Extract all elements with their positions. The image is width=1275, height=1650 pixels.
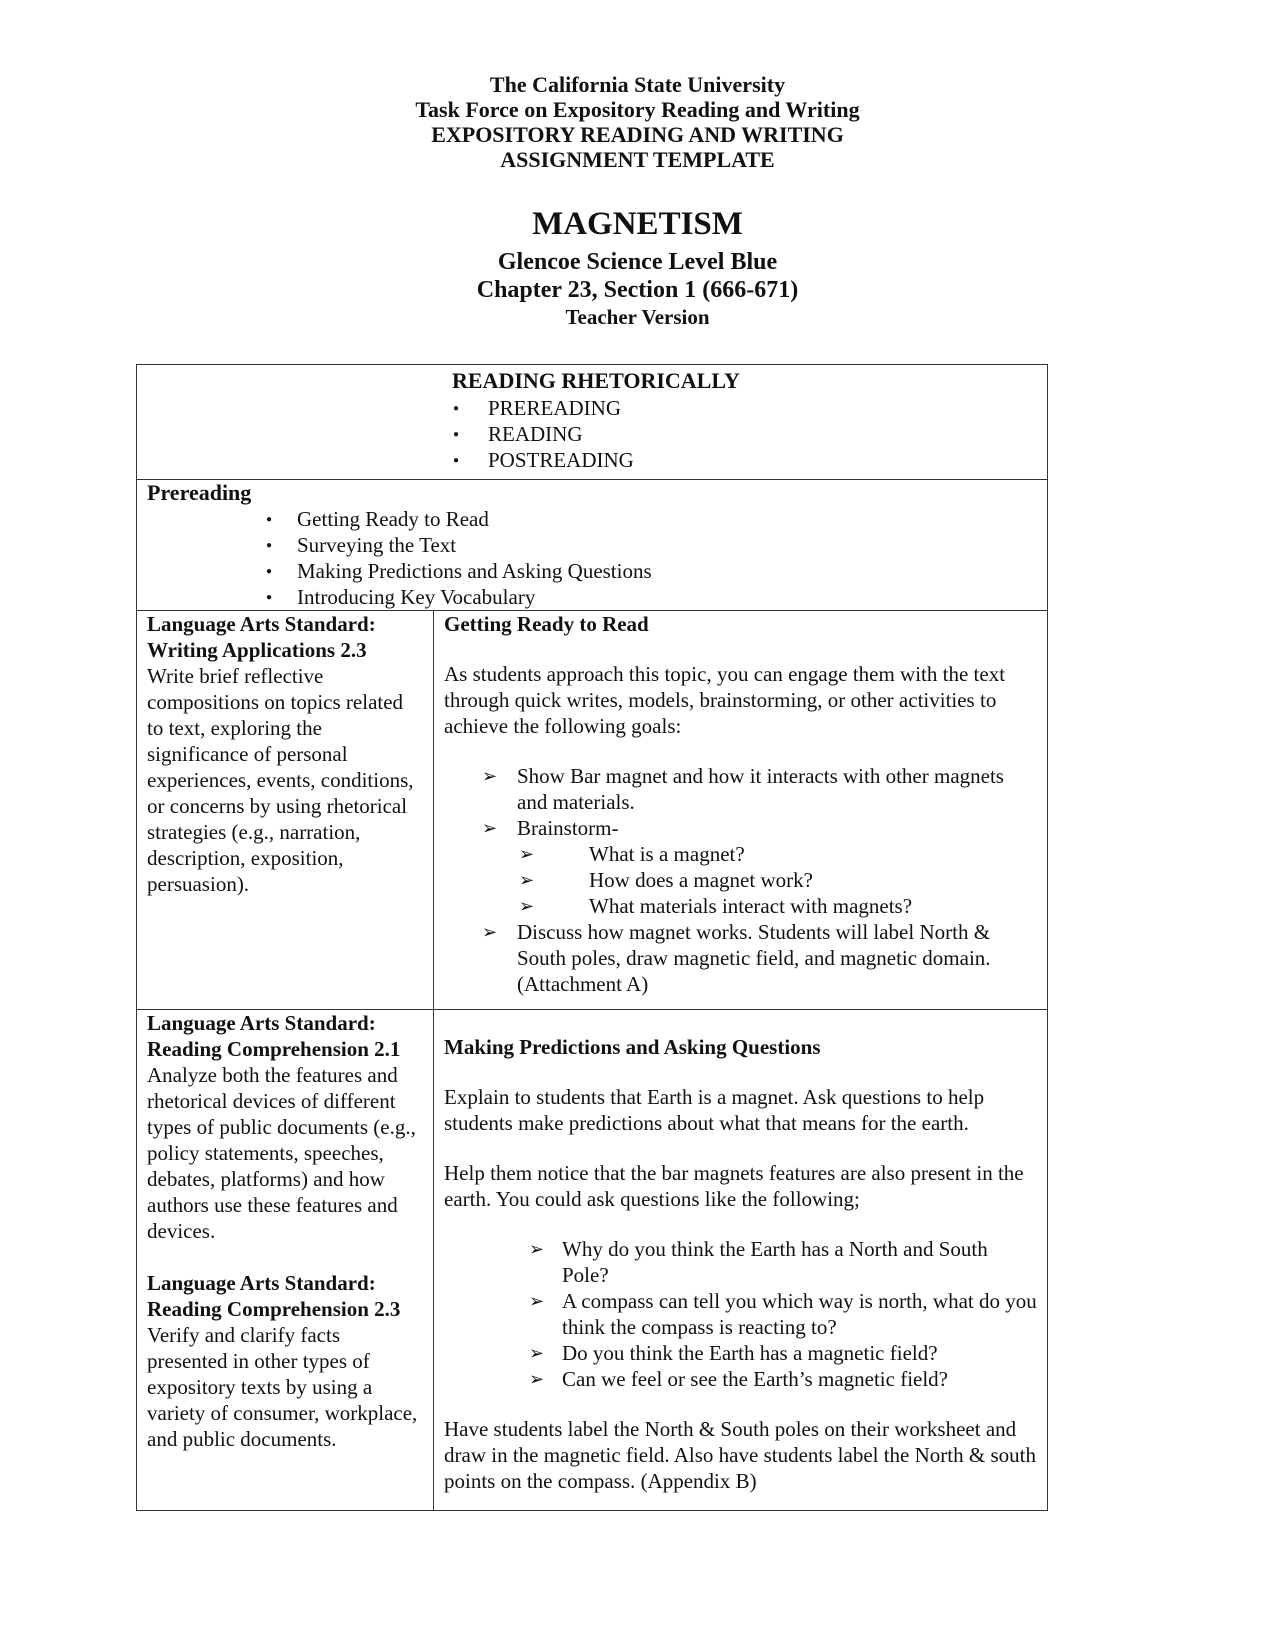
predictions-paragraph-2: Help them notice that the bar magnets features are also present in the earth. You could ask questions like the following; bbox=[444, 1161, 1024, 1211]
standard-text: Analyze both the features and rhetorical devices of different types of public documents (e.g., policy statements, speeches, debates, platforms) and how authors use these features and devices. bbox=[147, 1063, 416, 1243]
list-item: ● POSTREADING bbox=[147, 447, 1037, 473]
prereading-row bbox=[137, 480, 1048, 611]
subtitle-textbook: Glencoe Science Level Blue bbox=[497, 249, 778, 275]
getting-ready-intro: As students approach this topic, you can engage them with the text through quick writes, models, brainstorming, or other activities to achieve the following goals: bbox=[444, 662, 1006, 738]
title-block bbox=[0, 204, 1275, 330]
standard-text: Write brief reflective compositions on topics related to text, exploring the significance of personal experiences, events, conditions, or concerns by using rhetorical strategies (e.g., narration, description, exposition, persuasion). bbox=[147, 664, 414, 896]
goals-list bbox=[444, 763, 1037, 997]
reading-rhetorically-cell bbox=[137, 365, 1048, 480]
standard-name: Reading Comprehension 2.3 bbox=[147, 1297, 401, 1321]
document-header bbox=[0, 72, 1275, 172]
list-item: ● Introducing Key Vocabulary bbox=[147, 584, 1037, 610]
standard-name: Reading Comprehension 2.1 bbox=[147, 1037, 401, 1061]
predictions-paragraph-1: Explain to students that Earth is a magnet. Ask questions to help students make predictions about what that means for the earth. bbox=[444, 1085, 985, 1135]
list-item: ● Getting Ready to Read bbox=[147, 506, 1037, 532]
subtitle-version: Teacher Version bbox=[565, 305, 710, 329]
subtitle-chapter: Chapter 23, Section 1 (666-671) bbox=[476, 277, 799, 303]
assignment-table bbox=[136, 364, 1048, 1511]
header-line-4: ASSIGNMENT TEMPLATE bbox=[500, 147, 775, 172]
list-item: ● PREREADING bbox=[147, 395, 1037, 421]
standard-cell-writing bbox=[137, 611, 434, 1010]
list-item: ● READING bbox=[147, 421, 1037, 447]
list-item bbox=[444, 815, 1037, 919]
reading-rhetorically-list bbox=[147, 395, 1037, 473]
standard-title: Language Arts Standard: bbox=[147, 612, 376, 636]
getting-ready-row bbox=[137, 611, 1048, 1010]
list-item: ➢ Discuss how magnet works. Students will label North & South poles, draw magnetic field, and magnetic domain. (Attachment A) bbox=[444, 919, 1037, 997]
header-line-1: The California State University bbox=[489, 72, 786, 97]
predictions-row bbox=[137, 1010, 1048, 1511]
list-item: ➢ How does a magnet work? bbox=[444, 867, 1037, 893]
list-item: ➢ Why do you think the Earth has a North and South Pole? bbox=[444, 1236, 1037, 1288]
header-line-3: EXPOSITORY READING AND WRITING bbox=[431, 122, 844, 147]
list-item: ➢ A compass can tell you which way is north, what do you think the compass is reacting to? bbox=[444, 1288, 1037, 1340]
standard-cell-reading bbox=[137, 1010, 434, 1511]
standard-title: Language Arts Standard: bbox=[147, 1011, 376, 1035]
list-item: ➢ Show Bar magnet and how it interacts with other magnets and materials. bbox=[444, 763, 1037, 815]
list-item: ➢ Can we feel or see the Earth’s magnetic field? bbox=[444, 1366, 1037, 1392]
brainstorm-list bbox=[517, 841, 1037, 919]
brainstorm-label: Brainstorm- bbox=[517, 816, 619, 840]
getting-ready-heading: Getting Ready to Read bbox=[444, 612, 649, 636]
list-item: ➢ What materials interact with magnets? bbox=[444, 893, 1037, 919]
predictions-heading: Making Predictions and Asking Questions bbox=[444, 1035, 821, 1059]
predictions-paragraph-3: Have students label the North & South poles on their worksheet and draw in the magnetic field. Also have students label the North & south points on the compass. (Appendix B) bbox=[444, 1417, 1036, 1493]
getting-ready-cell bbox=[434, 611, 1048, 1010]
standard-name: Writing Applications 2.3 bbox=[147, 638, 367, 662]
reading-rhetorically-row bbox=[137, 365, 1048, 480]
prereading-heading: Prereading bbox=[147, 480, 252, 505]
prereading-list bbox=[147, 506, 1037, 610]
list-item: ● Making Predictions and Asking Questions bbox=[147, 558, 1037, 584]
page-title: MAGNETISM bbox=[532, 206, 743, 242]
standard-title: Language Arts Standard: bbox=[147, 1271, 376, 1295]
list-item: ➢ What is a magnet? bbox=[444, 841, 1037, 867]
header-line-2: Task Force on Expository Reading and Writing bbox=[415, 97, 860, 122]
questions-list bbox=[444, 1236, 1037, 1392]
prereading-cell bbox=[137, 480, 1048, 611]
predictions-cell bbox=[434, 1010, 1048, 1511]
list-item: ➢ Do you think the Earth has a magnetic field? bbox=[444, 1340, 1037, 1366]
reading-rhetorically-heading: READING RHETORICALLY bbox=[452, 368, 740, 393]
list-item: ● Surveying the Text bbox=[147, 532, 1037, 558]
standard-text: Verify and clarify facts presented in other types of expository texts by using a variety of consumer, workplace, and public documents. bbox=[147, 1323, 418, 1451]
